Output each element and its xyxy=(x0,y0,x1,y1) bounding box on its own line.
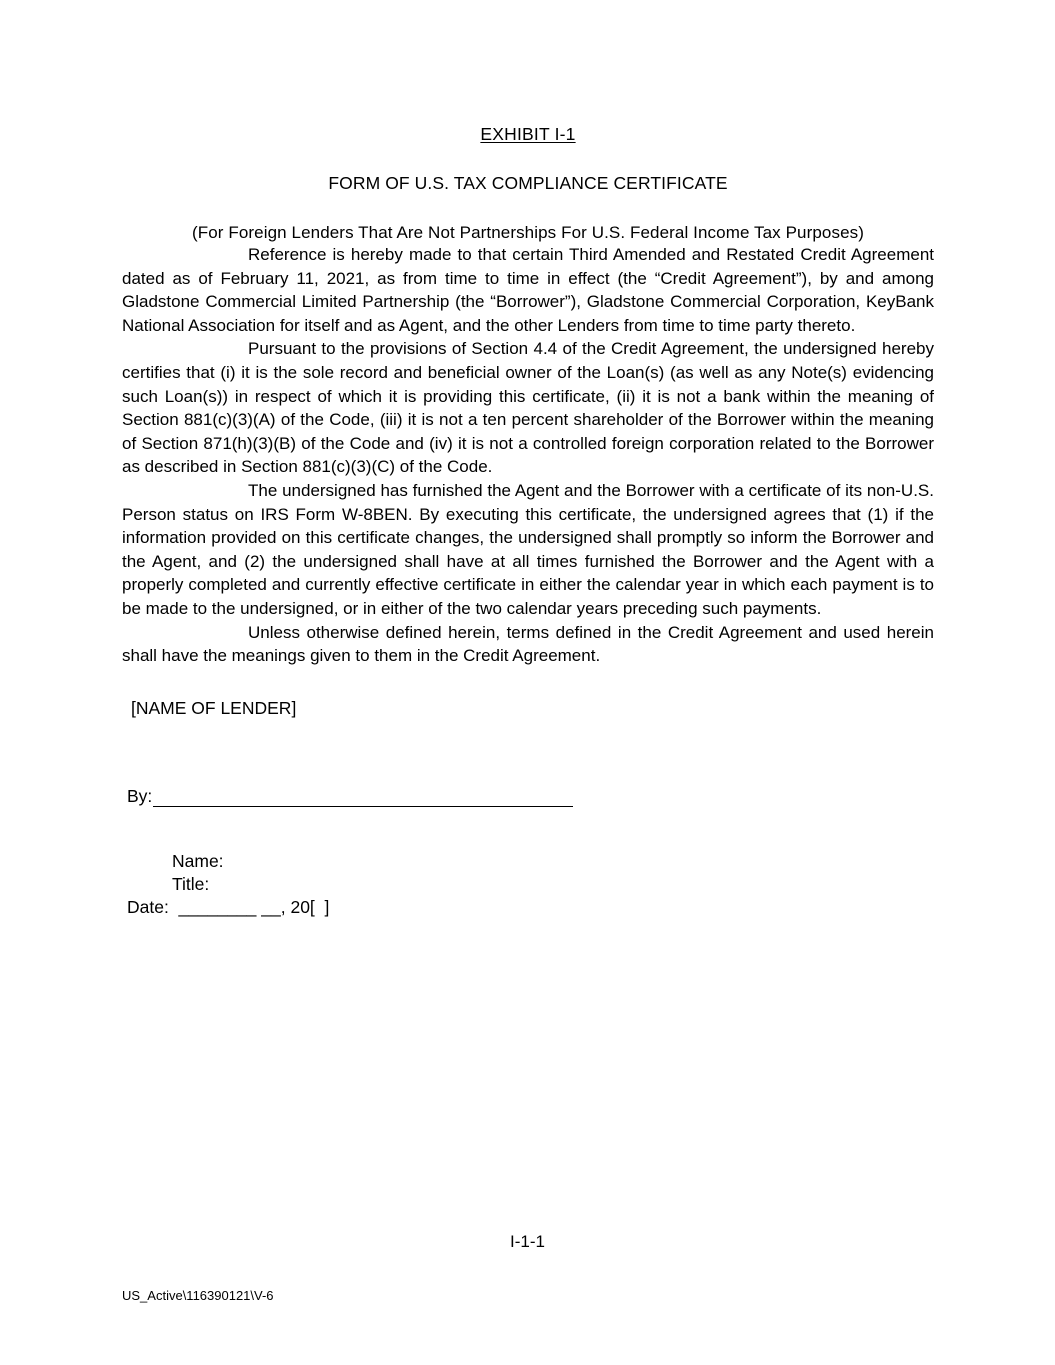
page-number: I-1-1 xyxy=(510,1232,545,1251)
document-content xyxy=(122,0,934,918)
footer-reference: US_Active\116390121\V-6 xyxy=(122,1288,274,1303)
paragraph-certification: Pursuant to the provisions of Section 4.4 of the Credit Agreement, the undersigned hereby certifies that (i) it is the sole record and beneficial owner of the Loan(s) (as well as any Note(s) evidencing such Loan(s)) in respect of which it is providing this certificate, (ii) it is not a bank within the meaning of Section 881(c)(3)(A) of the Code, (iii) it is not a ten percent shareholder of the Borrower within the meaning of Section 871(h)(3)(B) of the Code and (iv) it is not a controlled foreign corporation related to the Borrower as described in Section 881(c)(3)(C) of the Code. xyxy=(122,339,934,477)
paragraph-w8ben: The undersigned has furnished the Agent and the Borrower with a certificate of its non-U.S. Person status on IRS Form W-8BEN. By executing this certificate, the undersigned agrees that (1) if the information provided on this certificate changes, the undersigned shall promptly so inform the Borrower and the Agent, and (2) the undersigned shall have at all times furnished the Borrower and the Agent with a properly completed and currently effective certificate in either the calendar year in which each payment is to be made to the undersigned, or in either of the two calendar years preceding such payments. xyxy=(122,480,934,618)
signature-line[interactable] xyxy=(153,789,573,807)
exhibit-title: EXHIBIT I-1 xyxy=(480,124,576,144)
name-label: Name: xyxy=(172,850,224,871)
title-label: Title: xyxy=(172,873,210,894)
form-title: FORM OF U.S. TAX COMPLIANCE CERTIFICATE xyxy=(328,173,728,193)
by-label: By: xyxy=(127,785,153,806)
document-subtitle: (For Foreign Lenders That Are Not Partnerships For U.S. Federal Income Tax Purposes) xyxy=(191,223,864,242)
date-label: Date: ________ __, 20[ ] xyxy=(127,896,330,917)
paragraph-reference: Reference is hereby made to that certain Third Amended and Restated Credit Agreement dated as of February 11, 2021, as from time to time in effect (the “Credit Agreement”), by and among Gladstone Commercial Limited Partnership (the “Borrower”), Gladstone Commercial Corporation, KeyBank National Association for itself and as Agent, and the other Lenders from time to time party thereto. xyxy=(122,245,934,335)
signature-by-row xyxy=(122,744,934,849)
lender-name-placeholder: [NAME OF LENDER] xyxy=(131,697,297,718)
paragraph-definitions: Unless otherwise defined herein, terms defined in the Credit Agreement and used herein shall have the meanings given to them in the Credit Agreement. xyxy=(122,622,934,666)
